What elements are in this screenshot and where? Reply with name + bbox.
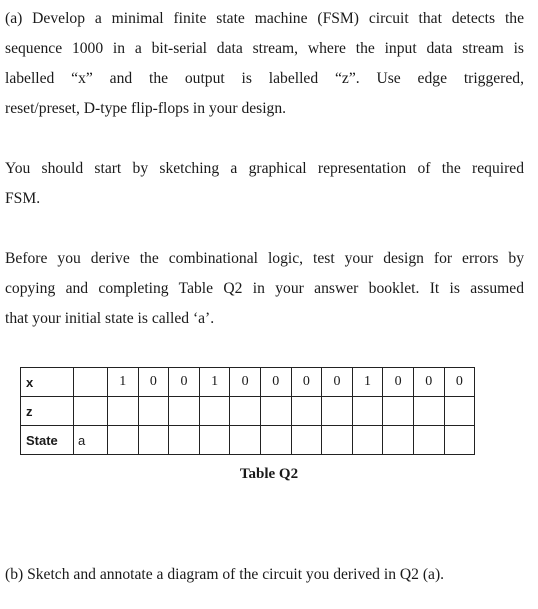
- table-cell: 0: [230, 368, 261, 397]
- table-cell: 0: [169, 368, 200, 397]
- part-a-question: [5, 4, 524, 124]
- table-cell: 0: [291, 368, 322, 397]
- row-initial-cell: [74, 368, 108, 397]
- table-cell: [444, 397, 475, 426]
- test-instruction: [5, 244, 524, 334]
- table-cell: 1: [352, 368, 383, 397]
- table-cell: [291, 426, 322, 455]
- table-cell: [260, 397, 291, 426]
- row-initial-cell: [74, 397, 108, 426]
- part-b-line: (b) Sketch and annotate a diagram of the circuit you derived in Q2 (a).: [5, 566, 445, 583]
- row-label: z: [21, 397, 74, 426]
- table-cell: 1: [108, 368, 139, 397]
- test-instruction-line: Before you derive the combinational logic, test your design for errors by: [5, 250, 524, 267]
- row-label: State: [21, 426, 74, 455]
- table-cell: [352, 426, 383, 455]
- table-cell: [169, 426, 200, 455]
- table-cell: 0: [322, 368, 353, 397]
- table-row: [21, 397, 475, 426]
- table-cell: [413, 397, 444, 426]
- sketch-instruction-line: FSM.: [5, 190, 41, 207]
- sketch-instruction-line: You should start by sketching a graphical representation of the required: [5, 160, 524, 177]
- table-cell: [352, 397, 383, 426]
- table-cell: [230, 426, 261, 455]
- part-a-line: reset/preset, D-type flip-flops in your design.: [5, 100, 287, 117]
- table-cell: 1: [199, 368, 230, 397]
- table-cell: 0: [444, 368, 475, 397]
- table-cell: [322, 426, 353, 455]
- table-cell: [260, 426, 291, 455]
- test-instruction-line: copying and completing Table Q2 in your answer booklet. It is assumed: [5, 280, 524, 297]
- table-cell: [108, 426, 139, 455]
- table-cell: [169, 397, 200, 426]
- table-cell: [444, 426, 475, 455]
- table-cell: 0: [260, 368, 291, 397]
- table-cell: 0: [383, 368, 414, 397]
- table-cell: [108, 397, 139, 426]
- part-a-line: (a) Develop a minimal finite state machine (FSM) circuit that detects the: [5, 10, 524, 27]
- table-cell: [199, 426, 230, 455]
- part-a-line: labelled “x” and the output is labelled “z”. Use edge triggered,: [5, 70, 524, 87]
- table-row: [21, 426, 475, 455]
- table-cell: [383, 426, 414, 455]
- table-cell: [383, 397, 414, 426]
- part-b-question: [5, 560, 524, 590]
- table-cell: [322, 397, 353, 426]
- table-cell: [230, 397, 261, 426]
- test-instruction-line: that your initial state is called ‘a’.: [5, 310, 215, 327]
- table-cell: [199, 397, 230, 426]
- table-q2: [20, 367, 475, 455]
- table-cell: [413, 426, 444, 455]
- row-initial-cell: a: [74, 426, 108, 455]
- table-row: [21, 368, 475, 397]
- table-caption: Table Q2: [239, 466, 299, 482]
- sketch-instruction: [5, 154, 524, 214]
- table-cell: [291, 397, 322, 426]
- part-a-line: sequence 1000 in a bit-serial data stream, where the input data stream is: [5, 40, 524, 57]
- table-cell: 0: [413, 368, 444, 397]
- table-cell: [138, 397, 169, 426]
- table-cell: [138, 426, 169, 455]
- row-label: x: [21, 368, 74, 397]
- table-cell: 0: [138, 368, 169, 397]
